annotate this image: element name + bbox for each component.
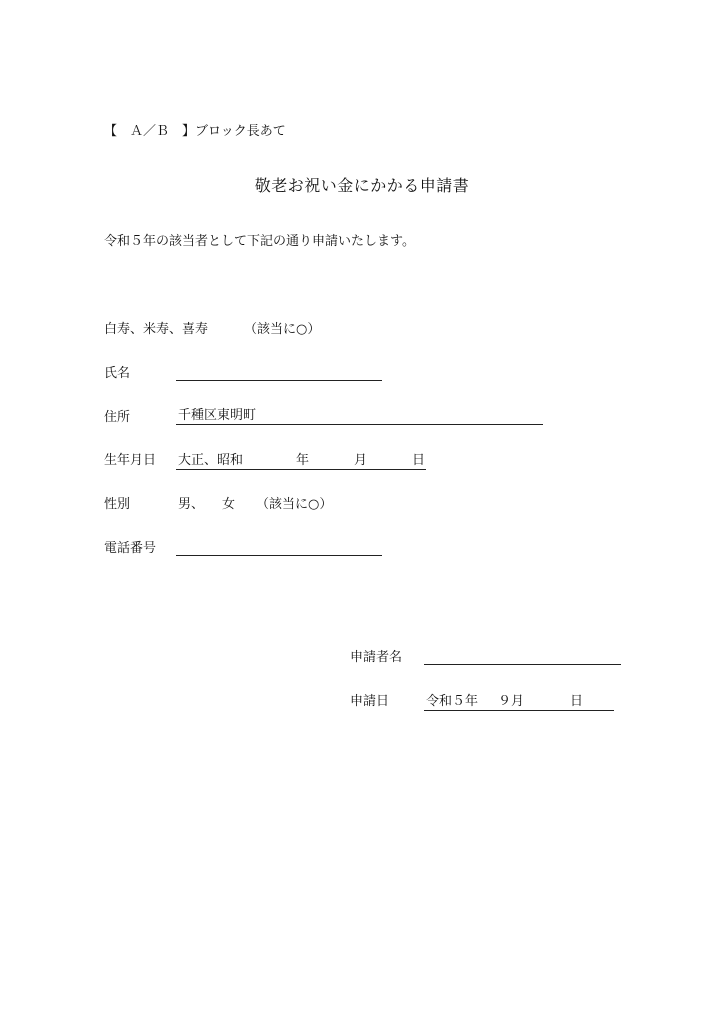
- applicant-name-label: 申請者名: [350, 650, 403, 665]
- birth-date-underline: [176, 469, 426, 470]
- application-date-era-year: 令和５年: [426, 694, 479, 709]
- sex-option-female[interactable]: 女: [222, 497, 236, 512]
- intro-text: 令和５年の該当者として下記の通り申請いたします。: [104, 234, 415, 249]
- phone-label: 電話番号: [104, 541, 157, 556]
- birth-date-era-options[interactable]: 大正、昭和: [178, 453, 244, 468]
- name-label: 氏名: [104, 366, 131, 381]
- document-title: 敬老お祝い金にかかる申請書: [254, 176, 470, 195]
- applicant-name-underline: [424, 664, 621, 665]
- sex-label: 性別: [104, 497, 131, 512]
- birth-date-month-unit: 月: [354, 453, 368, 468]
- name-underline: [176, 380, 382, 381]
- application-date-day-unit: 日: [570, 694, 584, 709]
- birth-date-day-unit: 日: [412, 453, 426, 468]
- age-category-options[interactable]: 白寿、米寿、喜寿: [104, 322, 209, 337]
- address-label: 住所: [104, 410, 131, 425]
- application-date-month: ９月: [498, 694, 525, 709]
- sex-note: （該当に○）: [256, 497, 333, 512]
- sex-option-male[interactable]: 男、: [178, 497, 205, 512]
- address-underline: [176, 424, 543, 425]
- address-field[interactable]: 千種区東明町: [178, 408, 257, 423]
- application-date-label: 申請日: [350, 694, 390, 709]
- age-category-note: （該当に○）: [244, 322, 321, 337]
- phone-underline: [176, 555, 382, 556]
- birth-date-label: 生年月日: [104, 453, 157, 468]
- application-date-underline: [424, 710, 614, 711]
- addressee-line: 【 Ａ／Ｂ 】ブロック長あて: [104, 124, 286, 139]
- birth-date-year-unit: 年: [296, 453, 310, 468]
